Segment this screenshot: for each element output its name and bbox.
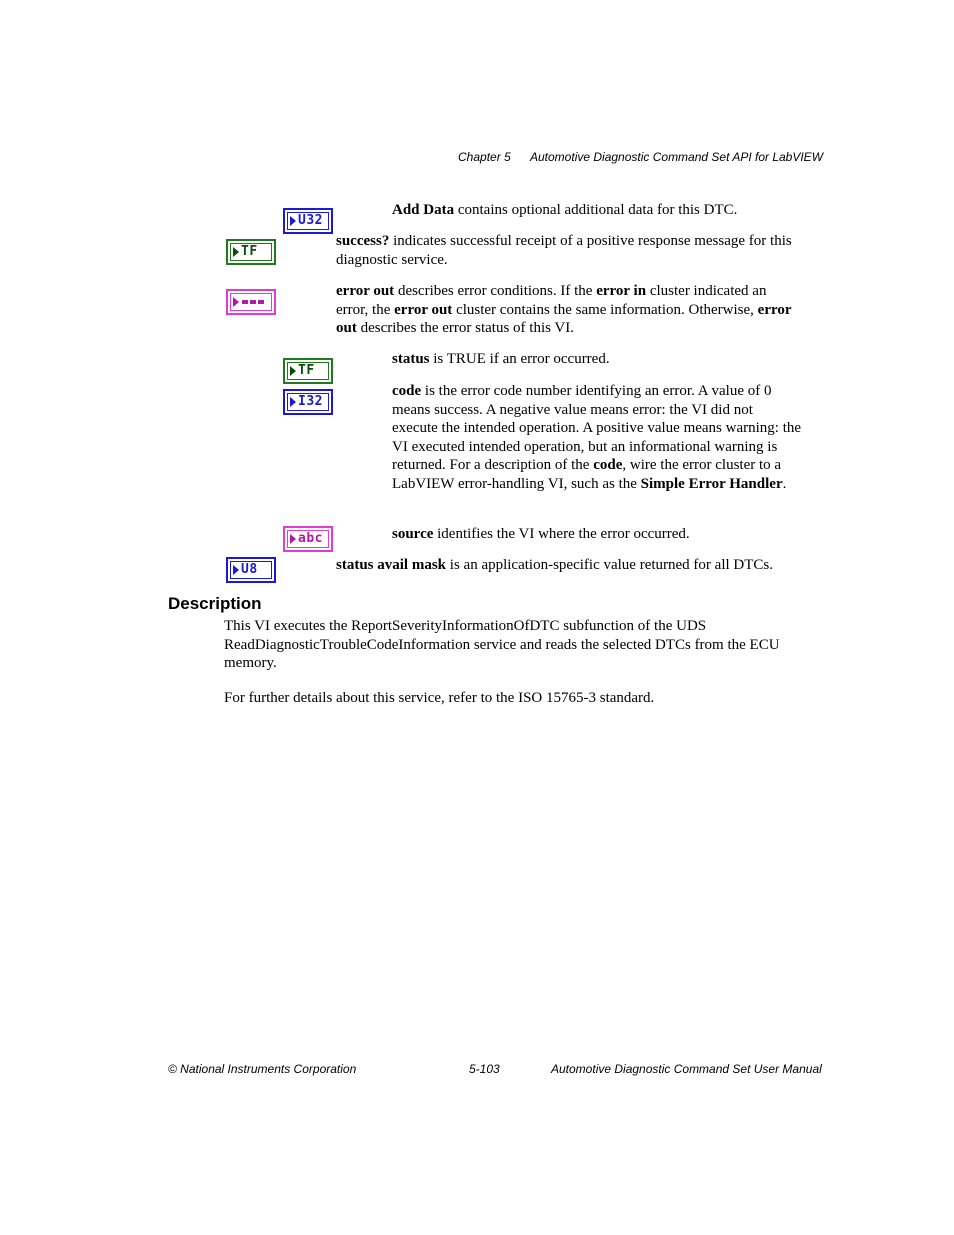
string-indicator-icon: [283, 526, 333, 552]
param-status: [392, 350, 802, 369]
param-desc: is the error code number identifying an error. A value of 0 means success. A negative value means error: the VI did not execute the intended operation. A positive value means warning: the VI executed intended operation, but an informational warning is returned. For a description of the: [392, 383, 802, 473]
i32-indicator-icon: [283, 389, 333, 415]
icon-label: U32: [298, 213, 323, 228]
param-desc: , wire the error cluster to a LabVIEW error-handling VI, such as the: [392, 457, 782, 492]
icon-label: TF: [298, 363, 315, 378]
param-name: source: [392, 526, 434, 542]
paragraph: This VI executes the ReportSeverityInformationOfDTC subfunction of the UDS ReadDiagnosticTroubleCodeInformation service and reads the selected DTCs from the ECU memory.: [224, 618, 780, 671]
boolean-indicator-icon: [283, 358, 333, 384]
param-desc: .: [782, 475, 787, 492]
header-title: Automotive Diagnostic Command Set API for LabVIEW: [530, 150, 824, 164]
error-cluster-icon: [226, 289, 276, 315]
boolean-indicator-icon: [226, 239, 276, 265]
param-desc: is an application-specific value returned for all DTCs.: [446, 557, 773, 573]
param-name: error out: [336, 283, 395, 299]
icon-label: TF: [241, 244, 258, 259]
param-add-data: [392, 201, 802, 220]
param-desc: indicates successful receipt of a positive response message for this diagnostic service.: [336, 233, 792, 268]
description-para-2: [224, 689, 802, 708]
param-success: [336, 232, 802, 269]
param-name: Add Data: [392, 202, 455, 218]
icon-label: U8: [241, 562, 258, 577]
cluster-marks: [242, 300, 264, 304]
vi-ref: Simple Error Handler: [640, 475, 783, 492]
u32-indicator-icon: [283, 208, 333, 234]
description-para-1: [224, 617, 802, 673]
param-ref: error out: [336, 301, 792, 336]
header-chapter: Chapter 5: [458, 150, 511, 164]
param-name: success?: [336, 233, 390, 249]
icon-label: abc: [298, 531, 323, 546]
footer-manual-title: Automotive Diagnostic Command Set User Manual: [551, 1062, 822, 1076]
footer-page-number: 5-103: [469, 1062, 500, 1076]
param-desc: cluster indicated an error, the: [336, 283, 767, 318]
param-ref: code: [593, 457, 623, 473]
param-name: status: [392, 351, 430, 367]
paragraph: For further details about this service, refer to the ISO 15765-3 standard.: [224, 690, 655, 706]
u8-indicator-icon: [226, 557, 276, 583]
param-status-avail-mask: [336, 556, 806, 575]
param-ref: error in: [596, 283, 647, 299]
param-error-out: [336, 282, 802, 338]
param-name: code: [392, 383, 422, 399]
param-desc: identifies the VI where the error occurred.: [433, 526, 690, 542]
param-desc: contains optional additional data for this DTC.: [454, 202, 738, 218]
footer-copyright: © National Instruments Corporation: [168, 1062, 357, 1076]
section-heading: Description: [168, 594, 262, 613]
param-ref: error out: [394, 301, 453, 318]
param-desc: describes error conditions. If the: [394, 283, 597, 299]
icon-label: I32: [298, 394, 323, 409]
param-name: status avail mask: [336, 557, 447, 573]
param-code: [392, 382, 802, 493]
param-desc: is TRUE if an error occurred.: [429, 351, 610, 367]
param-source: [392, 525, 802, 544]
param-desc: cluster contains the same information. Otherwise,: [452, 301, 758, 318]
param-desc: describes the error status of this VI.: [356, 320, 575, 336]
